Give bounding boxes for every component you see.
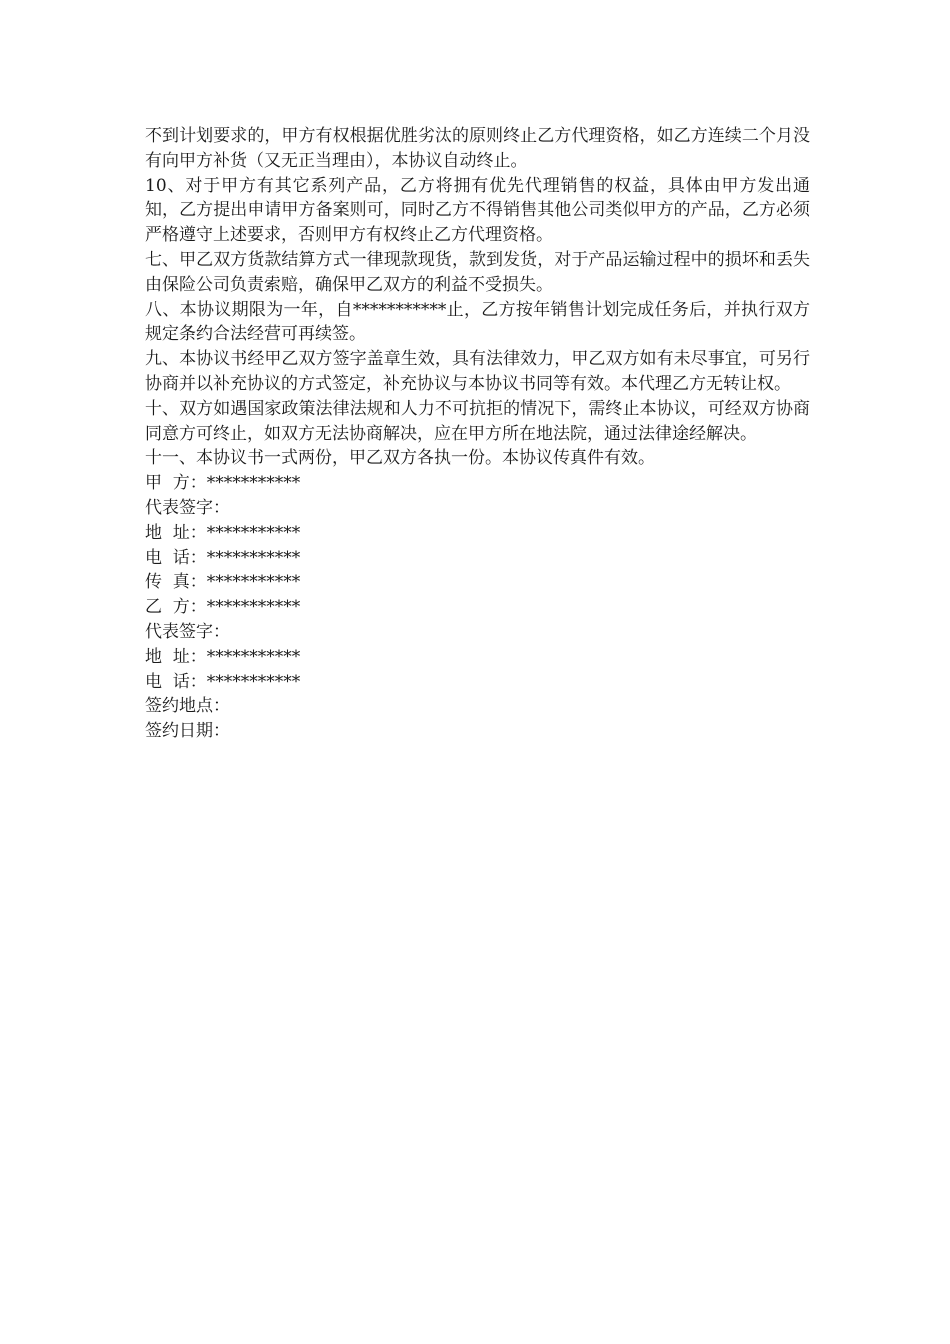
paragraph-clause-7: 七、甲乙双方货款结算方式一律现款现货，款到发货，对于产品运输过程中的损坏和丢失由保险公司负责索赔，确保甲乙双方的利益不受损失。: [145, 249, 810, 295]
paragraph-clause-10-law: 十、双方如遇国家政策法律法规和人力不可抗拒的情况下，需终止本协议，可经双方协商同意方可终止，如双方无法协商解决，应在甲方所在地法院，通过法律途经解决。: [145, 398, 810, 444]
document-body: [145, 124, 810, 744]
party-a-address: 地 址：***********: [145, 522, 301, 543]
paragraph-clause-9: 九、本协议书经甲乙双方签字盖章生效，具有法律效力，甲乙双方如有未尽事宜，可另行协商并以补充协议的方式签定，补充协议与本协议书同等有效。本代理乙方无转让权。: [145, 349, 810, 394]
party-b-phone: 电 话：***********: [145, 671, 301, 692]
party-a-fax: 传 真：***********: [145, 572, 301, 593]
party-b-representative: 代表签字：: [145, 621, 230, 642]
signing-date: 签约日期：: [145, 721, 230, 742]
paragraph-clause-11: 十一、本协议书一式两份，甲乙双方各执一份。本协议传真件有效。: [145, 448, 655, 469]
party-b-address: 地 址：***********: [145, 646, 301, 667]
party-b-name: 乙 方：***********: [145, 597, 301, 618]
paragraph-clause-8: 八、本协议期限为一年，自***********止，乙方按年销售计划完成任务后，并执行双方规定条约合法经营可再续签。: [145, 299, 810, 345]
signing-place: 签约地点：: [145, 696, 230, 717]
paragraph-clause-10: 10、对于甲方有其它系列产品，乙方将拥有优先代理销售的权益，具体由甲方发出通知，乙方提出申请甲方备案则可，同时乙方不得销售其他公司类似甲方的产品，乙方必须严格遵守上述要求，否则甲方有权终止乙方代理资格。: [145, 175, 810, 246]
paragraph-termination-clause: 不到计划要求的，甲方有权根据优胜劣汰的原则终止乙方代理资格，如乙方连续二个月没有向甲方补货（又无正当理由），本协议自动终止。: [145, 126, 810, 171]
party-a-name: 甲 方：***********: [145, 473, 301, 494]
party-a-phone: 电 话：***********: [145, 547, 301, 568]
party-a-representative: 代表签字：: [145, 497, 230, 518]
